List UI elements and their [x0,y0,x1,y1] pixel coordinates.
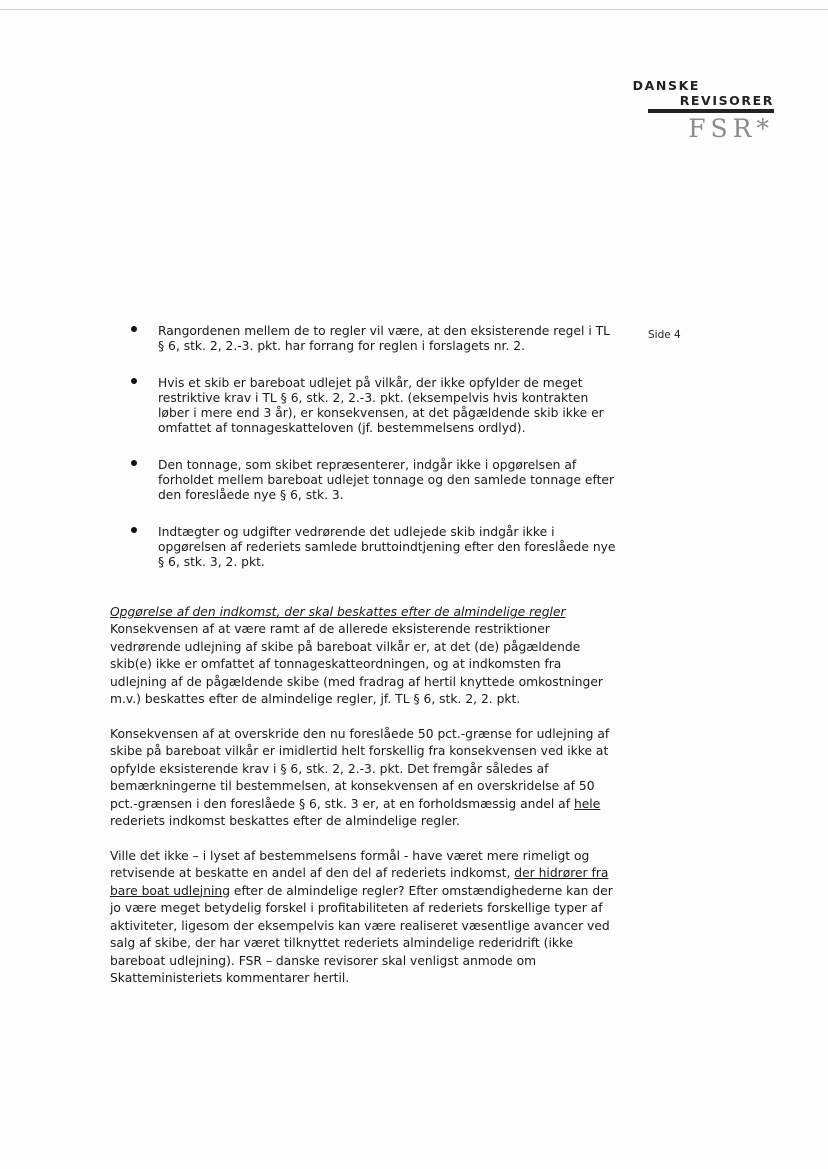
bullet-text: Indtægter og udgifter vedrørende det udlejede skib indgår ikke i opgørelsen af rederiets samlede bruttoindtjening efter den foreslåede nye § 6, stk. 3, 2. pkt. [158,525,616,569]
fsr-logo [600,78,778,148]
paragraph-3 [110,848,630,988]
bullet-icon [131,326,137,332]
paragraph-1 [110,621,630,709]
list-item [128,458,618,503]
paragraph-3-before: Ville det ikke – i lyset af bestemmelsens formål - have været mere rimeligt og retvisende at beskatte en andel af den del af rederiets indkomst, [110,848,590,880]
body-text [110,604,630,1005]
bullet-text: Rangordenen mellem de to regler vil være, at den eksisterende regel i TL § 6, stk. 2, 2.-3. pkt. har forrang for reglen i forslagets nr. 2. [158,324,611,353]
bullet-icon [131,527,137,533]
bullet-text: Hvis et skib er bareboat udlejet på vilkår, der ikke opfylder de meget restriktive krav i TL § 6, stk. 2, 2.-3. pkt. (eksempelvis hvis kontrakten løber i mere end 3 år), er konsekvensen, at det pågældende skib ikke er omfattet af tonnageskatteloven (jf. bestemmelsens ordlyd). [158,376,604,435]
section-heading: Opgørelse af den indkomst, der skal beskattes efter de almindelige regler [110,605,566,619]
logo-revisorer-text: REVISORER [679,93,774,108]
top-divider [0,9,828,10]
bullet-list [128,324,618,592]
paragraph-2-after: rederiets indkomst beskattes efter de almindelige regler. [110,814,460,828]
list-item [128,525,618,570]
paragraph-3-underlined: der hidrører fra bare boat udlejning [110,866,609,898]
paragraph-2-before: Konsekvensen af at overskride den nu foreslåede 50 pct.-grænse for udlejning af skibe på bareboat vilkår er imidlertid helt forskellig fra konsekvensen ved ikke at opfylde eksisterende krav i § 6, stk. 2, 2.-3. pkt. Det fremgår således af bemærkningerne til bestemmelsen, at konsekvensen af en overskridelse af 50 pct.-grænsen i den foreslåede § 6, stk. 3 er, at en forholdsmæssig andel af [110,726,610,811]
logo-fsr-mark: FSR* [688,114,774,143]
bullet-text: Den tonnage, som skibet repræsenterer, indgår ikke i opgørelsen af forholdet mellem bareboat udlejet tonnage og den samlede tonnage efter den foreslåede nye § 6, stk. 3. [158,458,615,502]
paragraph-2 [110,726,630,831]
list-item [128,376,618,436]
logo-bar [648,109,774,113]
paragraph-1-text: Konsekvensen af at være ramt af de allerede eksisterende restriktioner vedrørende udlejning af skibe på bareboat vilkår er, at det (de) pågældende skib(e) ikke er omfattet af tonnageskatteordningen, og at indkomsten fra udlejning af de pågældende skibe (med fradrag af hertil knyttede omkostninger m.v.) beskattes efter de almindelige regler, jf. TL § 6, stk. 2, 2. pkt. [110,622,603,706]
paragraph-2-underlined: hele [573,796,601,811]
bullet-icon [131,378,137,384]
page-number: Side 4 [648,329,681,341]
paragraph-3-after: efter de almindelige regler? Efter omstændighederne kan der jo være meget betydelig forskel i profitabiliteten af rederiets forskellige typer af aktiviteter, ligesom der eksempelvis kan være realiseret væsentlige avancer ved salg af skibe, der har været tilknyttet rederiets almindelige rederidrift (ikke bareboat udlejning). FSR – danske revisorer skal venligst anmode om Skatteministeriets kommentarer hertil. [110,883,613,985]
logo-danske-text: DANSKE [632,78,700,93]
bullet-icon [131,460,137,466]
list-item [128,324,618,354]
